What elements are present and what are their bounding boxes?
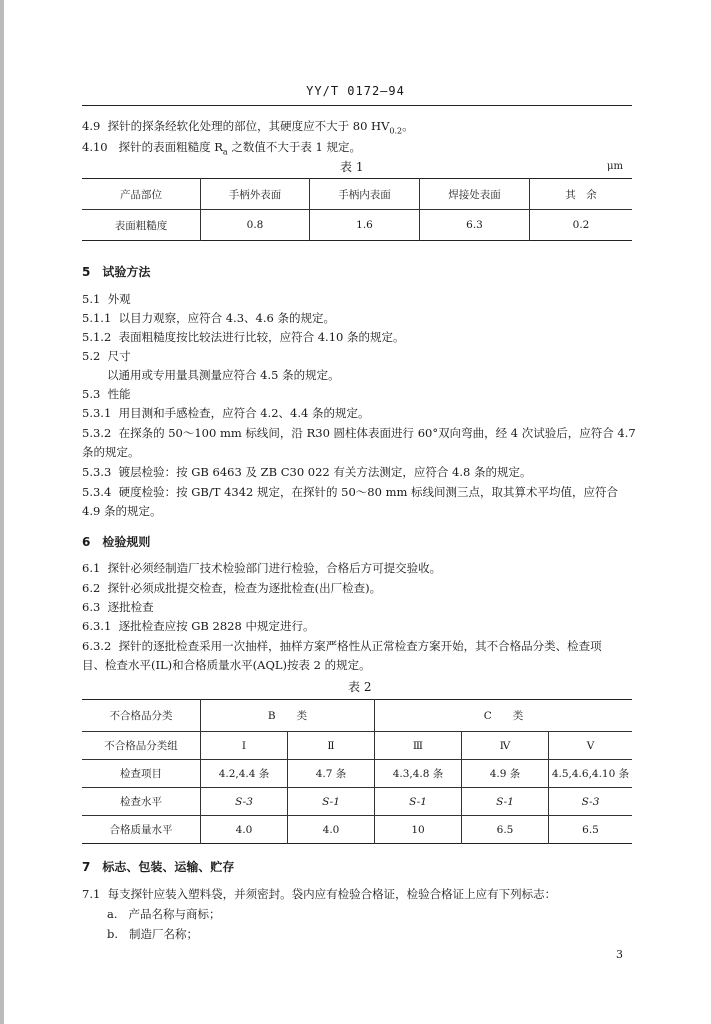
table2-cell: S-1 — [375, 788, 462, 816]
page-number: 3 — [616, 948, 623, 961]
clause-subscript: 0.2 — [389, 126, 403, 136]
table2-caption: 表 2 — [348, 680, 372, 694]
clause-number: 4.9 — [82, 119, 101, 133]
table2-class-b: B 类 — [201, 700, 375, 732]
table1-header-cell: 焊接处表面 — [420, 179, 530, 210]
clause-tail: 。 — [402, 119, 414, 133]
table2-row-label: 合格质量水平 — [82, 816, 201, 844]
section6-title: 6 检验规则 — [82, 535, 151, 549]
list-marker: b. — [107, 927, 119, 941]
clause-text: 以通用或专用量具测量应符合 4.5 条的规定。 — [107, 368, 340, 382]
clause-text: 探针的逐批检查采用一次抽样，抽样方案严格性从正常检查方案开始，其不合格品分类、检查项 — [118, 639, 602, 653]
table1-header-row — [82, 179, 632, 210]
table2-cell: 4.9 条 — [462, 760, 549, 788]
page-binding-edge — [0, 0, 4, 1024]
table2-cell: S-1 — [288, 788, 375, 816]
clause-text: 表面粗糙度按比较法进行比较，应符合 4.10 条的规定。 — [118, 330, 405, 344]
clause-text: 逐批检查应按 GB 2828 中规定进行。 — [118, 619, 315, 633]
clause-text: 逐批检查 — [107, 600, 154, 614]
clause-6-3-1 — [82, 618, 314, 634]
table2-cell: 10 — [375, 816, 462, 844]
clause-5-3-3 — [82, 464, 532, 480]
clause-5-1-1 — [82, 310, 335, 326]
clause-number: 6.1 — [82, 561, 101, 575]
table2-cell: 4.2,4.4 条 — [201, 760, 288, 788]
document-header: YY/T 0172—94 — [306, 84, 405, 98]
clause-5-3 — [82, 386, 131, 402]
clause-number: 6.3 — [82, 600, 101, 614]
table1-unit: μm — [607, 161, 623, 172]
list-item-b — [107, 926, 198, 942]
table2-cell: 6.5 — [549, 816, 633, 844]
table1-header-cell: 其 余 — [530, 179, 633, 210]
table2-class-c: C 类 — [375, 700, 633, 732]
table1-cell: 表面粗糙度 — [82, 210, 201, 241]
clause-number: 5.1.2 — [82, 330, 112, 344]
clause-4-10 — [82, 139, 361, 156]
clause-text: 在探条的 50～100 mm 标线间，沿 R30 圆柱体表面进行 60°双向弯曲，经 4 次试验后，应符合 4.7 — [118, 426, 636, 440]
table2-cell: Ⅰ — [201, 732, 288, 760]
table2 — [82, 699, 632, 844]
list-marker: a. — [107, 907, 118, 921]
table2-cell: 4.0 — [288, 816, 375, 844]
table1-caption: 表 1 — [340, 160, 364, 174]
clause-text: 镀层检验：按 GB 6463 及 ZB C30 022 有关方法测定，应符合 4.8 条的规定。 — [118, 465, 532, 479]
clause-subscript: a — [222, 147, 228, 157]
clause-text: 每支探针应装入塑料袋，并须密封。袋内应有检验合格证，检验合格证上应有下列标志： — [107, 887, 557, 901]
clause-number: 5.3.4 — [82, 485, 112, 499]
table2-cell: Ⅲ — [375, 732, 462, 760]
clause-6-3-2 — [82, 638, 637, 654]
table2-items-row — [82, 760, 632, 788]
clause-number: 6.3.2 — [82, 639, 112, 653]
table1-cell: 0.8 — [201, 210, 310, 241]
table2-cell: Ⅳ — [462, 732, 549, 760]
clause-5-3-4-cont — [82, 503, 161, 519]
table1-header-cell: 产品部位 — [82, 179, 201, 210]
clause-5-1 — [82, 291, 131, 307]
clause-text: 4.9 条的规定。 — [82, 504, 162, 518]
clause-6-1 — [82, 560, 441, 576]
clause-5-2 — [82, 348, 131, 364]
table2-cell: Ⅱ — [288, 732, 375, 760]
clause-text: 外观 — [107, 292, 131, 306]
clause-6-2 — [82, 580, 381, 596]
clause-number: 5.1.1 — [82, 311, 112, 325]
clause-5-3-4 — [82, 484, 637, 500]
section7-title: 7 标志、包装、运输、贮存 — [82, 860, 235, 874]
clause-number: 5.2 — [82, 349, 101, 363]
table1-cell: 6.3 — [420, 210, 530, 241]
table2-cell: S-1 — [462, 788, 549, 816]
list-text: 制造厂名称； — [129, 927, 198, 941]
clause-text: 用目测和手感检查，应符合 4.2、4.4 条的规定。 — [118, 406, 370, 420]
clause-text: 性能 — [107, 387, 131, 401]
list-item-a — [107, 906, 220, 922]
clause-5-2-body — [107, 367, 340, 383]
clause-text: 硬度检验：按 GB/T 4342 规定，在探针的 50～80 mm 标线间测三点，取其算术平均值，应符合 — [118, 485, 619, 499]
table1-row — [82, 210, 632, 241]
clause-number: 7.1 — [82, 887, 101, 901]
table1-cell: 1.6 — [310, 210, 420, 241]
section5-title: 5 试验方法 — [82, 265, 151, 279]
clause-number: 6.2 — [82, 581, 101, 595]
clause-number: 5.3 — [82, 387, 101, 401]
clause-number: 4.10 — [82, 140, 108, 154]
table2-level-row — [82, 788, 632, 816]
table2-cell: S-3 — [549, 788, 633, 816]
clause-number: 5.3.2 — [82, 426, 112, 440]
clause-number: 5.3.3 — [82, 465, 112, 479]
clause-number: 5.3.1 — [82, 406, 112, 420]
clause-number: 6.3.1 — [82, 619, 112, 633]
table2-row-label: 检查项目 — [82, 760, 201, 788]
table2-class-row — [82, 700, 632, 732]
clause-text: 探针的表面粗糙度 R — [118, 140, 223, 154]
clause-text: 探针必须经制造厂技术检验部门进行检验，合格后方可提交验收。 — [107, 561, 442, 575]
table2-row-label: 检查水平 — [82, 788, 201, 816]
table2-cell: 4.3,4.8 条 — [375, 760, 462, 788]
list-text: 产品名称与商标； — [128, 907, 221, 921]
table1 — [82, 178, 632, 241]
table2-row-label: 不合格品分类 — [82, 700, 201, 732]
table2-aql-row — [82, 816, 632, 844]
table2-cell: 4.5,4.6,4.10 条 — [549, 760, 633, 788]
clause-7-1 — [82, 886, 637, 902]
clause-6-3 — [82, 599, 154, 615]
clause-4-9 — [82, 118, 414, 135]
clause-5-3-2-cont — [82, 444, 140, 460]
clause-text: 以目力观察，应符合 4.3、4.6 条的规定。 — [118, 311, 335, 325]
table1-header-cell: 手柄外表面 — [201, 179, 310, 210]
clause-5-1-2 — [82, 329, 405, 345]
table1-cell: 0.2 — [530, 210, 633, 241]
clause-text: 探针必须成批提交检查，检查为逐批检查(出厂检查)。 — [107, 581, 382, 595]
table2-cell: 6.5 — [462, 816, 549, 844]
clause-6-3-2-cont — [82, 657, 371, 673]
header-rule — [82, 105, 632, 106]
table2-cell: 4.7 条 — [288, 760, 375, 788]
table2-cell: S-3 — [201, 788, 288, 816]
clause-5-3-2 — [82, 425, 637, 441]
table2-group-row — [82, 732, 632, 760]
table2-row-label: 不合格品分类组 — [82, 732, 201, 760]
table1-header-cell: 手柄内表面 — [310, 179, 420, 210]
table2-cell: 4.0 — [201, 816, 288, 844]
clause-text: 条的规定。 — [82, 445, 140, 459]
clause-5-3-1 — [82, 405, 369, 421]
clause-tail: 之数值不大于表 1 规定。 — [227, 140, 361, 154]
clause-number: 5.1 — [82, 292, 101, 306]
clause-text: 探针的探条经软化处理的部位，其硬度应不大于 80 HV — [107, 119, 390, 133]
clause-text: 尺寸 — [107, 349, 131, 363]
table2-cell: Ⅴ — [549, 732, 633, 760]
clause-text: 目、检查水平(IL)和合格质量水平(AQL)按表 2 的规定。 — [82, 658, 371, 672]
